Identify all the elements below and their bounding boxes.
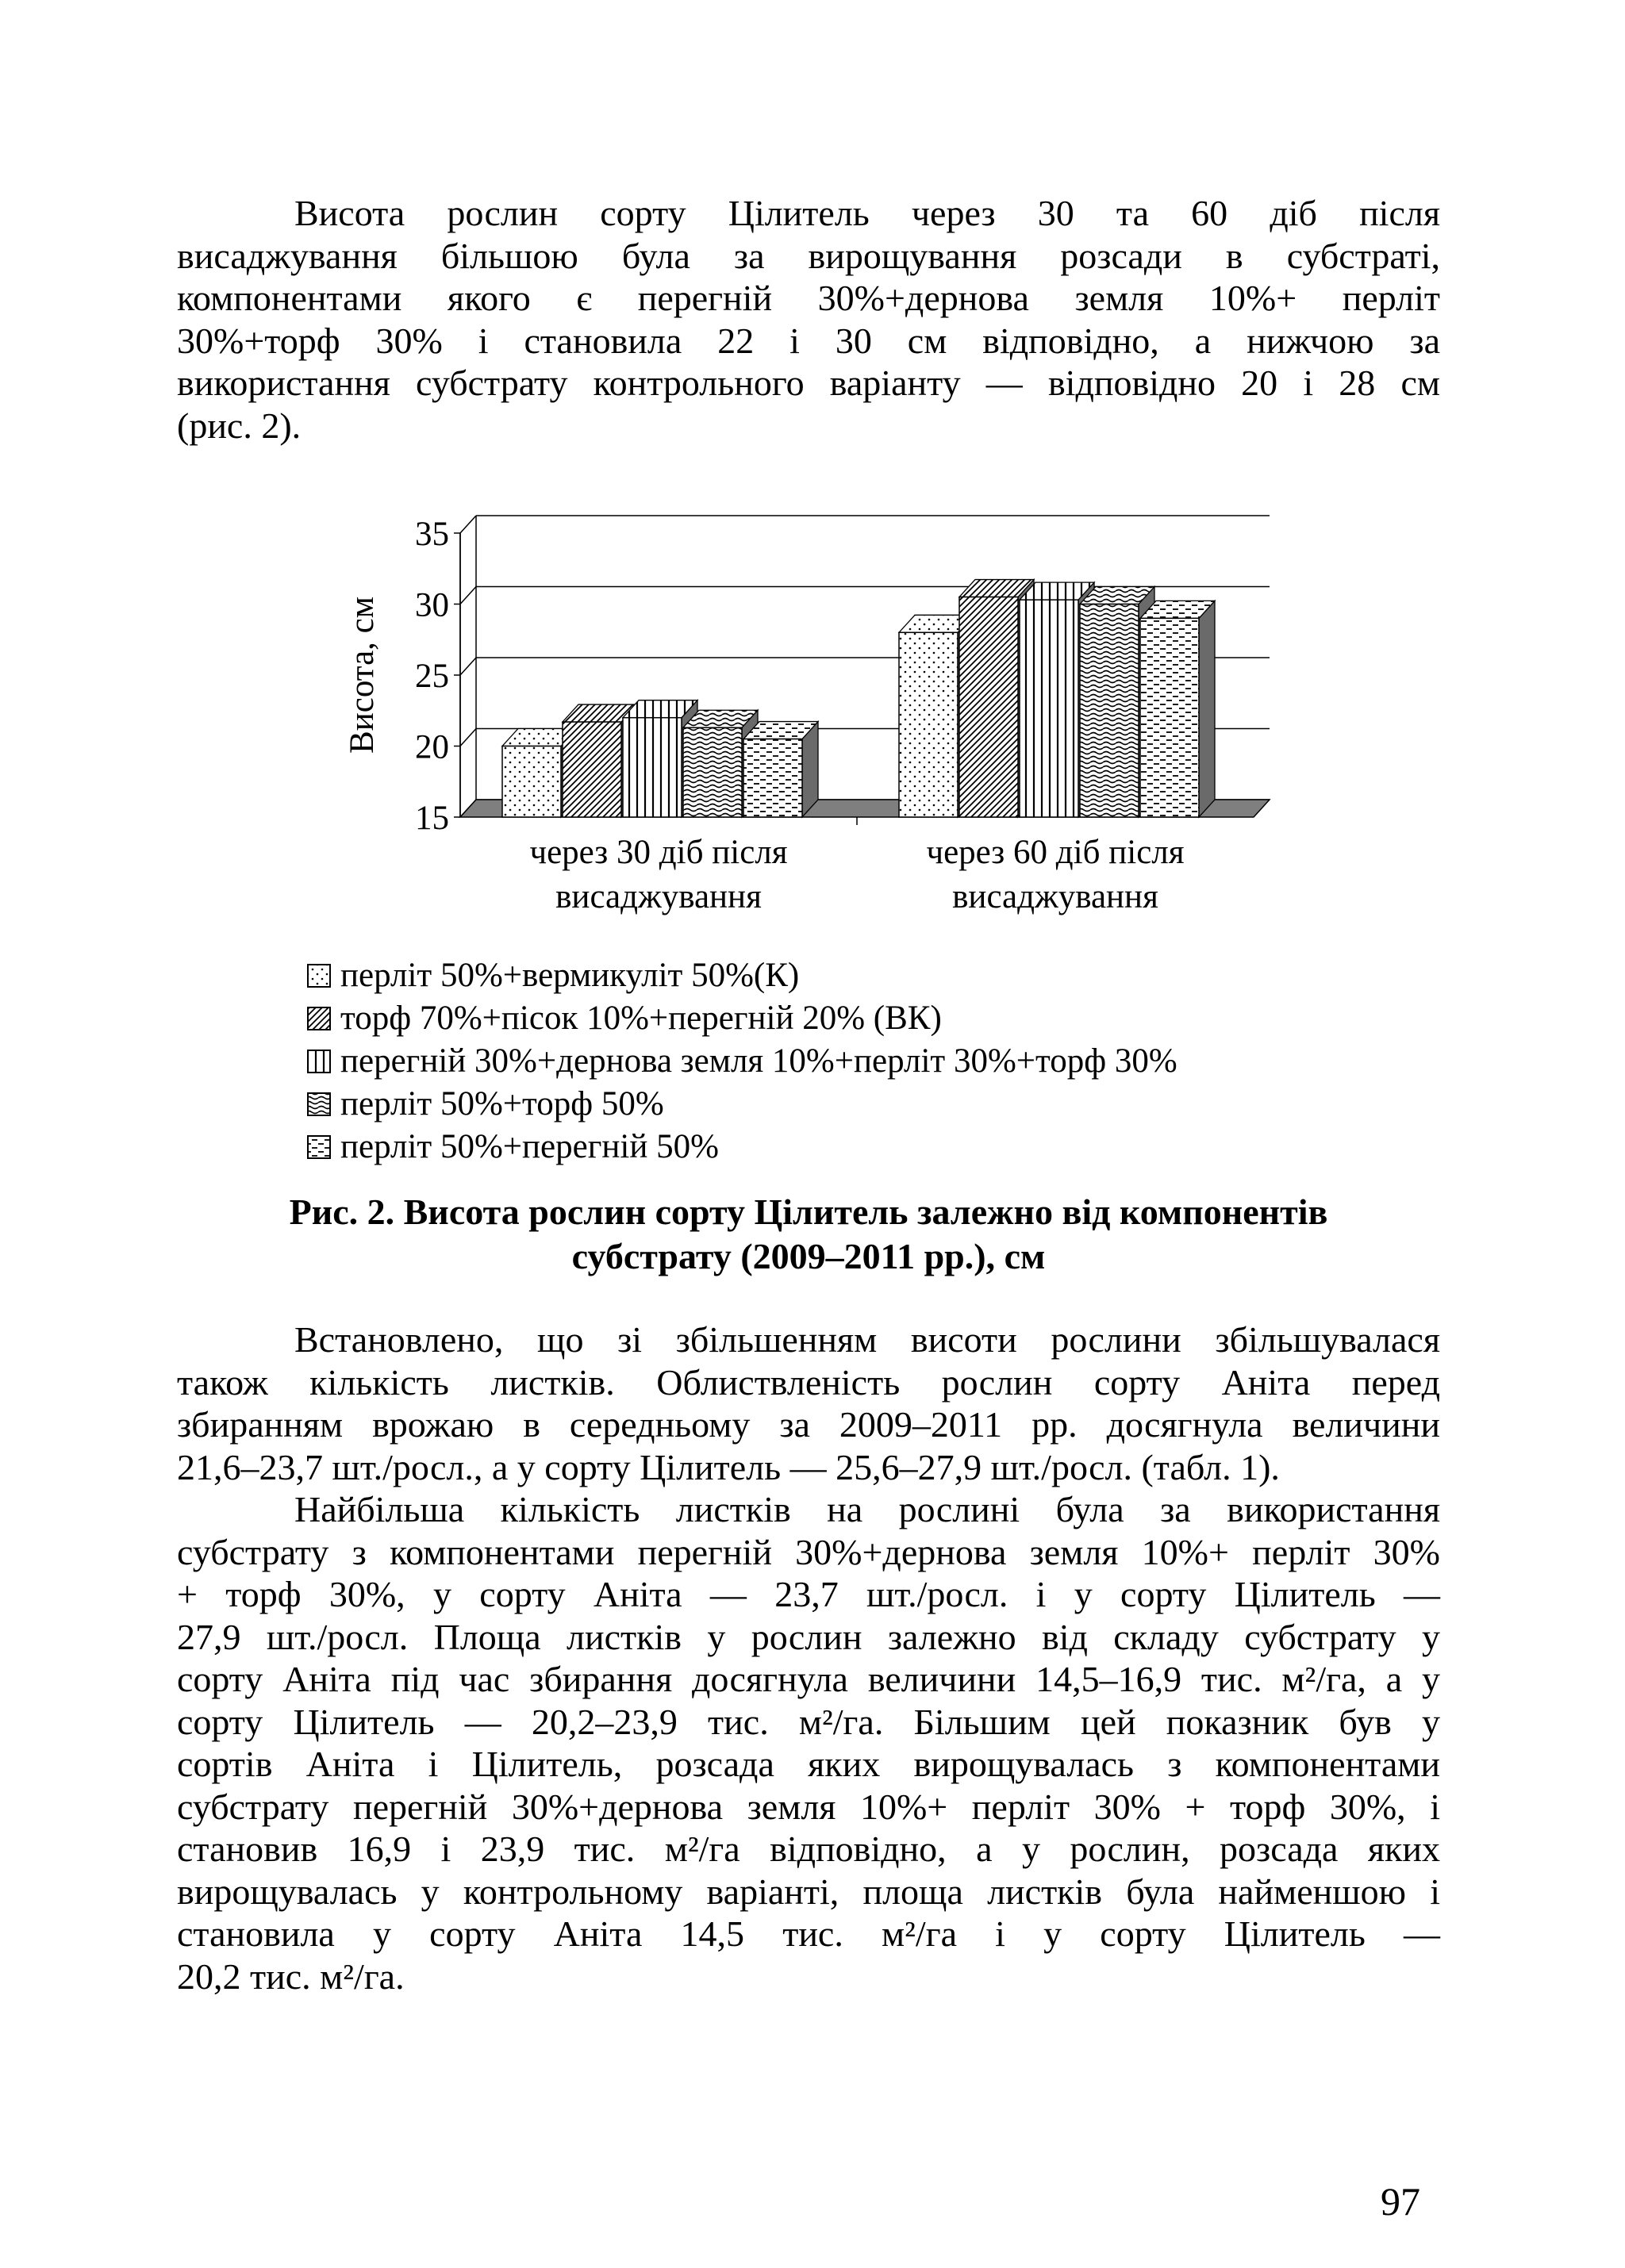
figure-caption: [177, 1190, 1440, 1279]
text-line: 27,9 шт./росл. Площа листків у рослин залежно від складу субстрату у: [177, 1616, 1440, 1657]
gridline: [460, 658, 476, 675]
caption-line: субстрату (2009–2011 рр.), см: [571, 1236, 1046, 1276]
x-tick-label: через 30 діб після: [529, 834, 788, 871]
text-line: також кількість листків. Облиствленість рослин сорту Аніта перед: [177, 1361, 1440, 1403]
legend-label: перліт 50%+перегній 50%: [340, 1128, 719, 1165]
x-tick-label: висаджування: [555, 878, 762, 915]
bar-side: [1199, 601, 1215, 817]
text-line: 20,2 тис. м²/га.: [177, 1955, 405, 1997]
text-line: 21,6–23,7 шт./росл., а у сорту Цілитель — 25,6–27,9 шт./росл. (табл. 1).: [177, 1446, 1280, 1487]
y-tick-label: 20: [415, 728, 449, 766]
legend-swatch: [305, 1048, 332, 1075]
legend-swatch: [305, 1005, 332, 1032]
text-line: вирощувалась у контрольному варіанті, площа листків була найменшою і: [177, 1871, 1440, 1912]
text-line: Найбільша кількість листків на рослині була за використання: [294, 1489, 1440, 1529]
legend-label: торф 70%+пісок 10%+перегній 20% (ВК): [340, 1000, 942, 1037]
legend-swatch: [305, 962, 332, 989]
legend-item: [305, 1040, 1177, 1083]
y-tick-label: 15: [415, 800, 449, 837]
bar: [743, 739, 802, 817]
bar: [899, 632, 958, 817]
text-line: (рис. 2).: [177, 405, 302, 446]
y-axis-label: Висота, см: [344, 597, 381, 754]
bar: [502, 746, 561, 818]
text-line: сорту Цілитель — 20,2–23,9 тис. м²/га. Більшим цей показник був у: [177, 1701, 1440, 1742]
paragraph-1: [177, 192, 1440, 447]
x-tick-label: висаджування: [952, 878, 1158, 915]
text-line: Встановлено, що зі збільшенням висоти рослини збільшувалася: [294, 1319, 1440, 1360]
bar-chart: [341, 508, 1293, 952]
text-line: збиранням врожаю в середньому за 2009–2011 рр. досягнула величини: [177, 1404, 1440, 1445]
text-line: + торф 30%, у сорту Аніта — 23,7 шт./росл. і у сорту Цілитель —: [177, 1574, 1440, 1614]
y-tick-label: 35: [415, 516, 449, 553]
gridline: [460, 729, 476, 746]
chart-legend: [305, 954, 1177, 1169]
caption-line: Рис. 2. Висота рослин сорту Цілитель залежно від компонентів: [289, 1192, 1328, 1232]
bar: [683, 727, 742, 817]
text-line: використання субстрату контрольного варіанту — відповідно 20 і 28 см: [177, 363, 1440, 403]
text-line: компонентами якого є перегній 30%+дернова земля 10%+ перліт: [177, 278, 1440, 318]
y-tick-label: 25: [415, 658, 449, 695]
bar: [563, 722, 621, 817]
legend-swatch: [305, 1134, 332, 1161]
legend-item: [305, 1126, 1177, 1169]
text-line: сортів Аніта і Цілитель, розсада яких вирощувалась з компонентами: [177, 1744, 1440, 1784]
text-line: 30%+торф 30% і становила 22 і 30 см відповідно, а нижчою за: [177, 320, 1440, 361]
bar: [959, 597, 1018, 817]
gridline: [460, 587, 476, 604]
legend-label: перліт 50%+торф 50%: [340, 1085, 664, 1122]
bar: [1140, 618, 1199, 817]
text-line: висаджування більшою була за вирощування розсади в субстраті,: [177, 235, 1440, 276]
text-line: субстрату перегній 30%+дернова земля 10%+ перліт 30% + торф 30%, і: [177, 1786, 1440, 1827]
legend-label: перліт 50%+вермикуліт 50%(К): [340, 957, 800, 994]
legend-item: [305, 1083, 1177, 1126]
legend-item: [305, 997, 1177, 1040]
legend-label: перегній 30%+дернова земля 10%+перліт 30%+торф 30%: [340, 1042, 1177, 1080]
text-line: субстрату з компонентами перегній 30%+дернова земля 10%+ перліт 30%: [177, 1531, 1440, 1572]
bar: [1080, 604, 1139, 818]
y-tick-label: 30: [415, 586, 449, 624]
legend-item: [305, 954, 1177, 997]
bar: [1020, 600, 1078, 817]
gridline: [460, 516, 476, 533]
legend-swatch: [305, 1091, 332, 1118]
chart-svg: [341, 508, 1293, 952]
bar: [623, 718, 682, 817]
page-number: 97: [1381, 2179, 1420, 2224]
bars: [502, 580, 1215, 817]
text-line: становила у сорту Аніта 14,5 тис. м²/га і у сорту Цілитель —: [177, 1913, 1440, 1954]
x-tick-label: через 60 діб після: [926, 834, 1185, 871]
text-line: сорту Аніта під час збирання досягнула величини 14,5–16,9 тис. м²/га, а у: [177, 1659, 1440, 1699]
paragraph-2: [177, 1318, 1440, 1997]
text-line: становив 16,9 і 23,9 тис. м²/га відповідно, а у рослин, розсада яких: [177, 1829, 1440, 1869]
text-line: Висота рослин сорту Цілитель через 30 та 60 діб після: [294, 193, 1440, 233]
